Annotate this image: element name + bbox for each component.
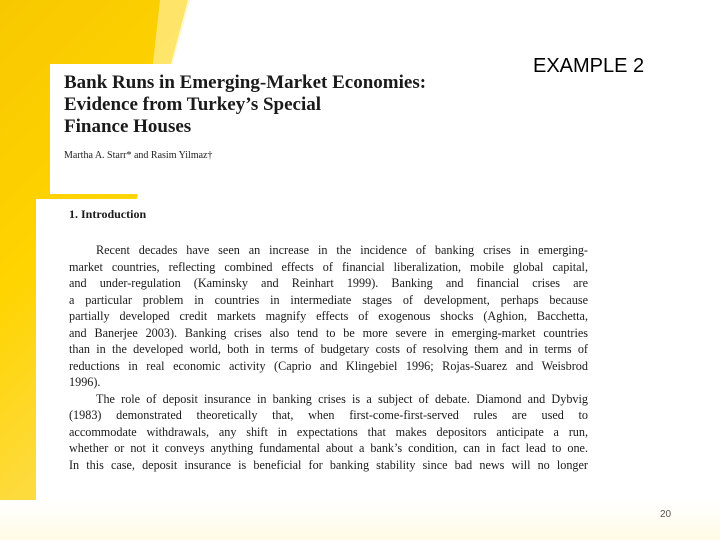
body-line: and under-regulation (Kaminsky and Reinhart 1999). Banking and financial crises are — [69, 276, 588, 290]
bottom-band — [0, 500, 720, 540]
body-line: accommodate withdrawals, any shift in expectations that makes depositors anticipate a run, — [69, 424, 588, 439]
body-line: than in the developed world, both in terms of budgetary costs of resolving them and in terms of — [69, 342, 588, 356]
paper-authors: Martha A. Starr* and Rasim Yilmaz† — [64, 150, 213, 161]
paper-title: Bank Runs in Emerging-Market Economies: Evidence from Turkey’s Special Finance Houses — [64, 72, 427, 137]
body-line: (1983) demonstrated theoretically that, when first-come-first-served rules are used to — [69, 408, 588, 422]
body-line: Recent decades have seen an increase in the incidence of banking crises in emerging- — [96, 243, 588, 257]
body-line: whether or not it conveys anything fundamental about a bank’s condition, can in fact lead to one. — [69, 441, 588, 455]
body-line: and Banerjee 2003). Banking crises also tend to be more severe in emerging-market countries — [69, 325, 588, 340]
body-line: partially developed credit markets magnify effects of exogenous shocks (Aghion, Bacchetta, — [69, 309, 588, 323]
example-label: EXAMPLE 2 — [533, 55, 645, 77]
body-line: market countries, reflecting combined effects of financial liberalization, mobile global capital, — [69, 259, 588, 274]
body-line: a particular problem in countries in intermediate stages of development, perhaps because — [69, 292, 588, 307]
body-line: reductions in real economic activity (Caprio and Klingebiel 1996; Rojas-Suarez and Weisbrod — [69, 358, 588, 373]
page-number: 20 — [660, 509, 672, 520]
body-text — [69, 242, 588, 473]
body-line: 1996). — [69, 375, 101, 389]
body-line: In this case, deposit insurance is beneficial for banking stability since bad news will no longer — [69, 457, 588, 472]
section-heading: 1. Introduction — [69, 207, 147, 221]
body-line: The role of deposit insurance in banking crises is a subject of debate. Diamond and Dybvig — [96, 391, 588, 406]
